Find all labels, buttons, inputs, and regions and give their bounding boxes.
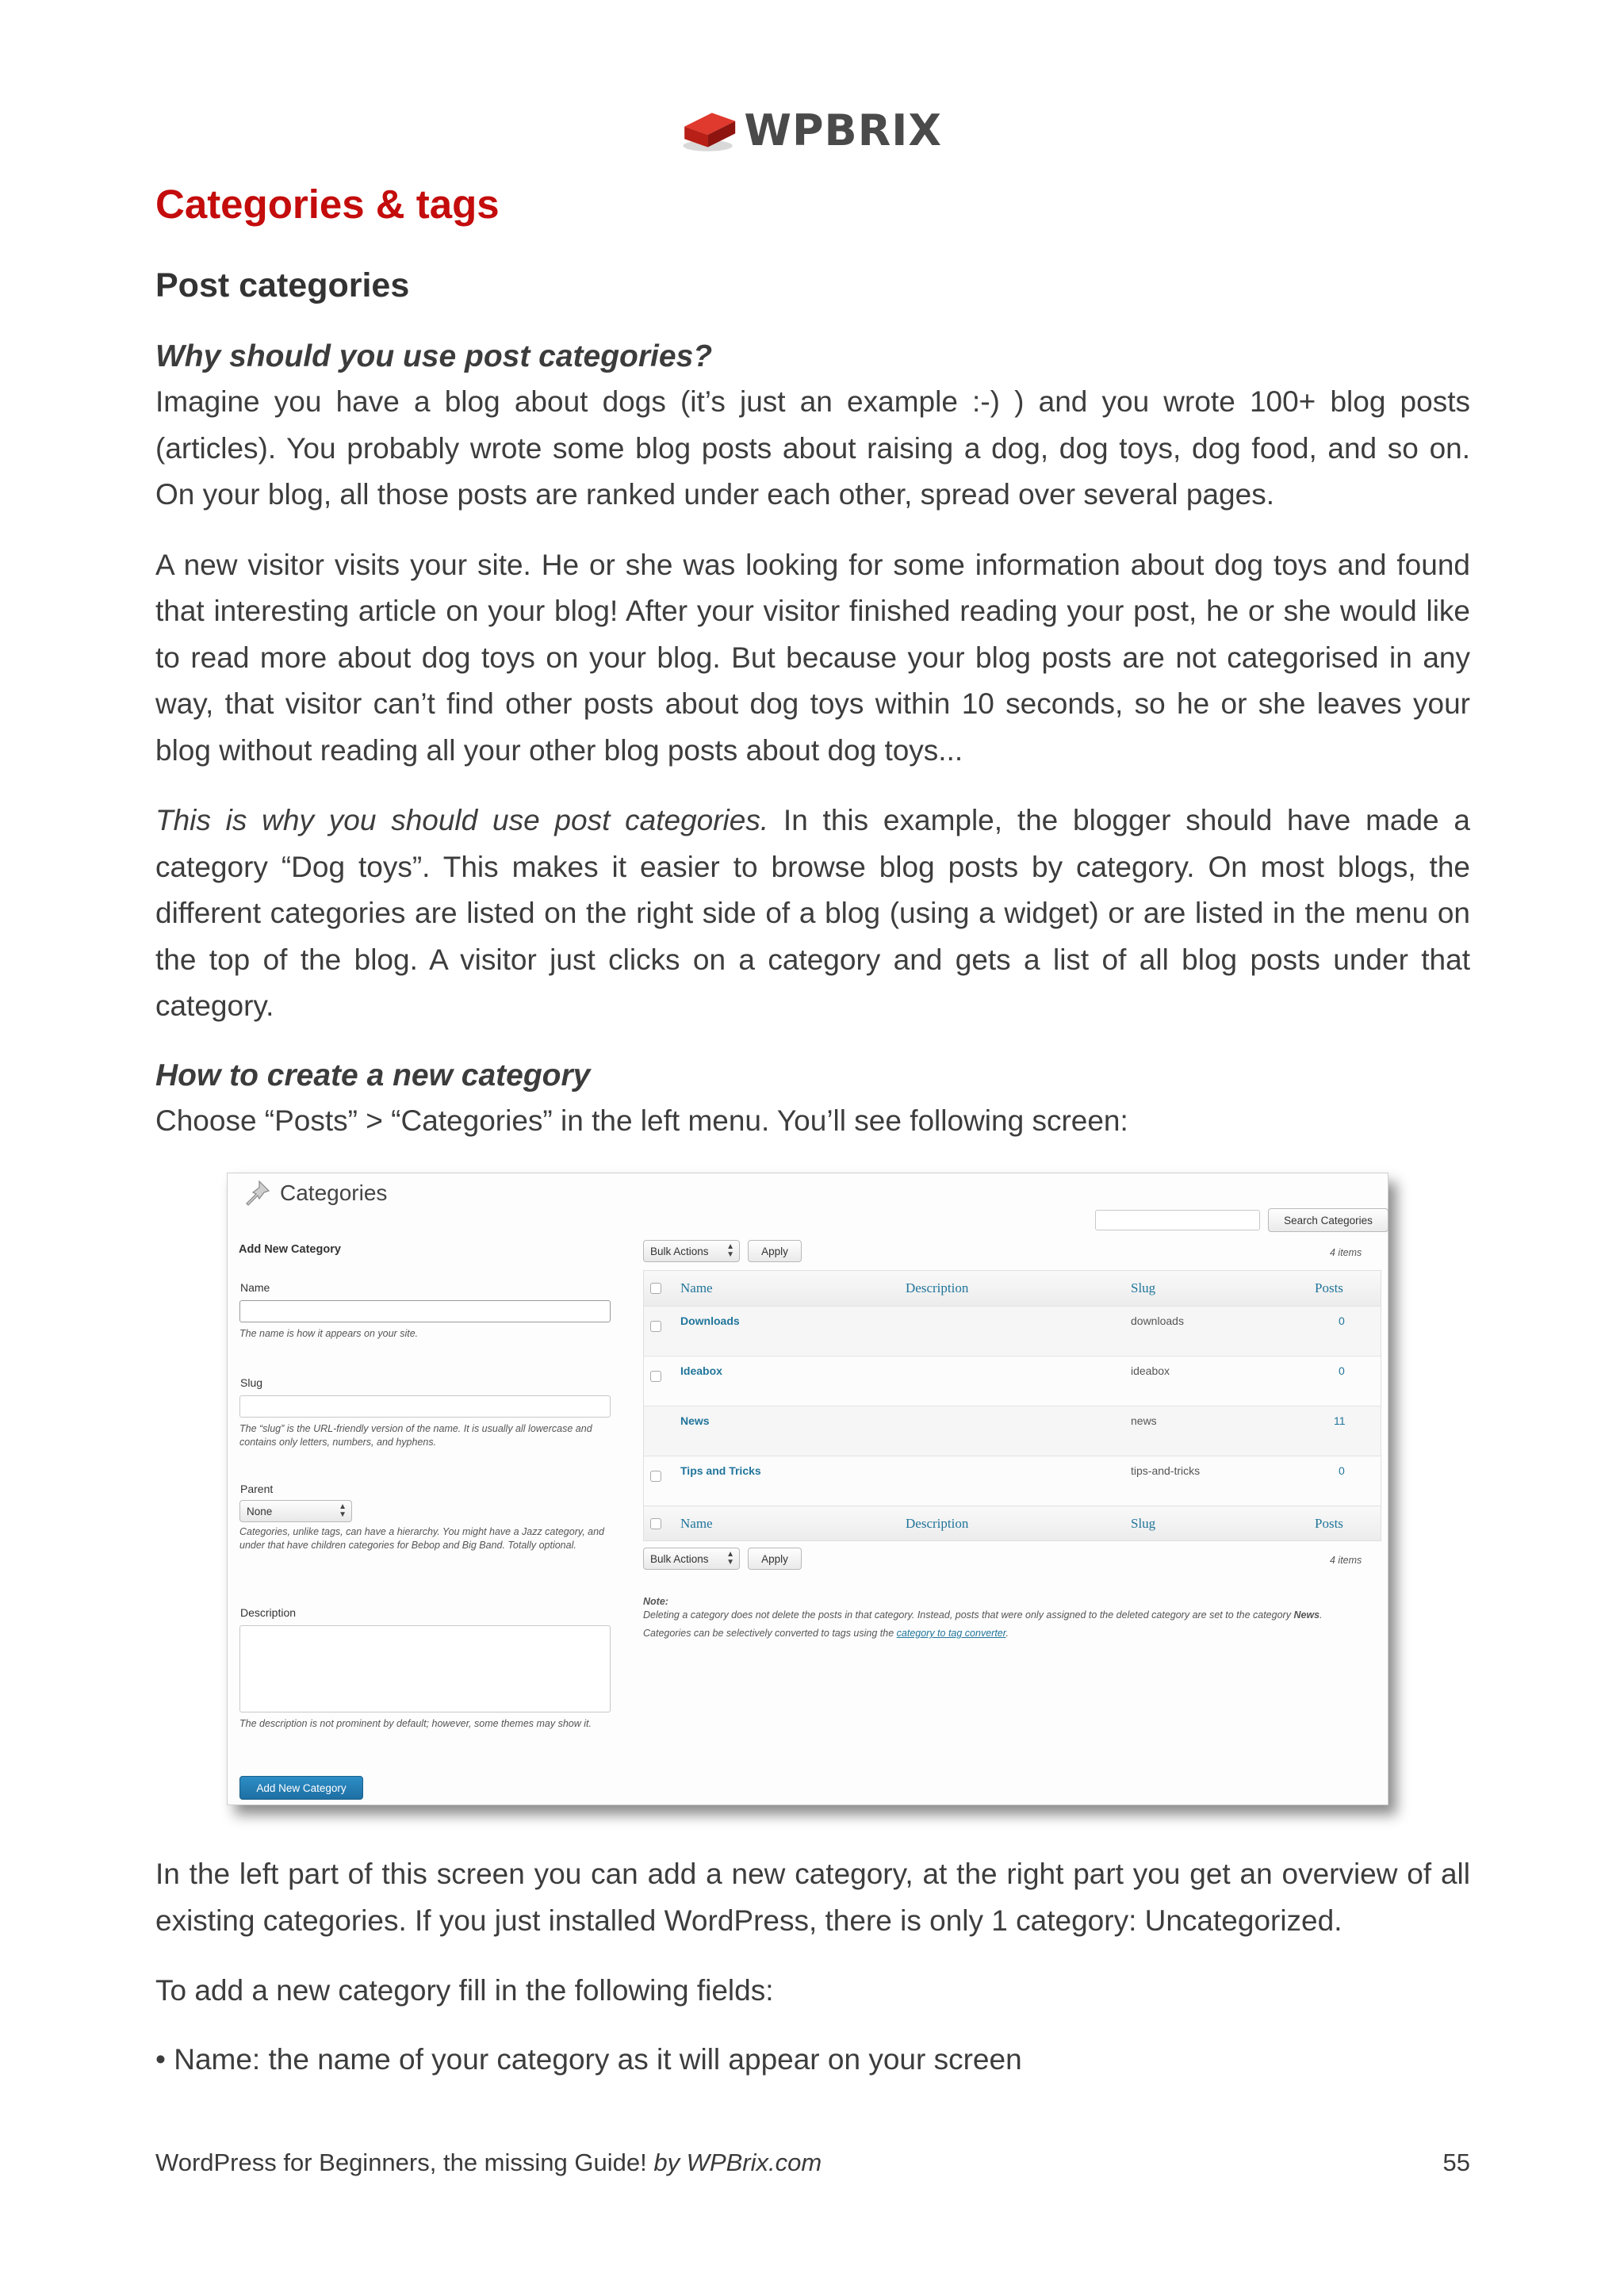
paragraph-intro: Imagine you have a blog about dogs (it’s just an example :-) ) and you wrote 100+ blog posts (articles). You probably wrote some blog posts about raising a dog, dog toys, dog food, and so on. On your blog, all those posts are ranked under each other, spread over several pages. xyxy=(155,385,1470,511)
table-row xyxy=(644,1406,1381,1456)
select-all-checkbox[interactable] xyxy=(650,1283,661,1294)
slug-input[interactable] xyxy=(239,1395,611,1418)
categories-table xyxy=(643,1270,1381,1541)
screen-title-text: Categories xyxy=(280,1181,388,1205)
table-row xyxy=(644,1456,1381,1506)
name-input[interactable] xyxy=(239,1300,611,1322)
converter-text xyxy=(643,1627,1381,1640)
add-new-category-button[interactable]: Add New Category xyxy=(239,1776,363,1800)
wpbrix-logo xyxy=(680,98,942,162)
table-body xyxy=(644,1306,1381,1506)
category-post-count[interactable]: 11 xyxy=(1334,1414,1346,1427)
parent-select[interactable] xyxy=(239,1500,352,1522)
category-to-tag-converter-link[interactable]: category to tag converter xyxy=(896,1628,1006,1639)
add-category-heading: Add New Category xyxy=(239,1243,341,1256)
category-name-link[interactable]: Ideabox xyxy=(680,1364,722,1377)
category-post-count[interactable]: 0 xyxy=(1339,1364,1345,1377)
categories-screenshot xyxy=(227,1173,1388,1805)
paragraph-fields: To add a new category fill in the following fields: xyxy=(155,1974,774,2007)
question-heading-how: How to create a new category xyxy=(155,1058,591,1093)
note-text: Deleting a category does not delete the posts in that category. Instead, posts that were only assigned to the deleted category are set to the category News. xyxy=(643,1609,1323,1621)
bulk-actions-select-bottom[interactable] xyxy=(643,1548,740,1570)
parent-label: Parent xyxy=(240,1483,274,1495)
bulk-actions-select-top[interactable] xyxy=(643,1240,740,1262)
column-description[interactable]: Description xyxy=(906,1280,969,1295)
note-body: Deleting a category does not delete the posts in that category. Instead, posts that were only assigned to the deleted category are set to the category xyxy=(643,1609,1291,1621)
converter-suffix: . xyxy=(1005,1628,1009,1639)
search-categories-button[interactable]: Search Categories xyxy=(1268,1208,1388,1232)
category-name-link[interactable]: News xyxy=(680,1414,710,1427)
note-label: Note: xyxy=(643,1596,668,1607)
question-heading-why: Why should you use post categories? xyxy=(155,339,713,373)
row-checkbox[interactable] xyxy=(650,1321,661,1332)
column-description-footer[interactable]: Description xyxy=(906,1515,969,1531)
screen-title xyxy=(242,1178,387,1208)
column-posts-footer[interactable]: Posts xyxy=(1315,1515,1343,1531)
main-content xyxy=(155,176,1470,2083)
category-name-link[interactable]: Tips and Tricks xyxy=(680,1464,761,1477)
bulk-actions-value-bottom: Bulk Actions xyxy=(650,1552,709,1565)
select-arrows-icon: ▲ ▼ xyxy=(726,1242,734,1259)
paragraph-visitor: A new visitor visits your site. He or she was looking for some information about dog toys and found that interesting article on your blog! After your visitor finished reading your post, he or she would like to read more about dog toys on your blog. But because your blog posts are not categorised in any way, that visitor can’t find other posts about dog toys within 10 seconds, so he or she leaves your blog without reading all your other blog posts about dog toys... xyxy=(155,548,1470,767)
select-arrows-icon: ▲ ▼ xyxy=(726,1550,734,1567)
brick-icon xyxy=(680,102,739,158)
category-slug: news xyxy=(1131,1414,1157,1427)
row-checkbox[interactable] xyxy=(650,1371,661,1382)
column-name-footer[interactable]: Name xyxy=(680,1515,713,1531)
paragraph-choose: Choose “Posts” > “Categories” in the left menu. You’ll see following screen: xyxy=(155,1104,1128,1137)
category-post-count[interactable]: 0 xyxy=(1339,1464,1345,1477)
page-number: 55 xyxy=(1442,2149,1470,2176)
search-categories-input[interactable] xyxy=(1095,1210,1260,1230)
parent-help: Categories, unlike tags, can have a hierarchy. You might have a Jazz category, and under that have children categories for Bebop and Big Band. Totally optional. xyxy=(239,1526,604,1551)
column-slug-footer[interactable]: Slug xyxy=(1131,1515,1156,1531)
converter-prefix: Categories can be selectively converted to tags using the xyxy=(643,1628,894,1639)
paragraph-why-body: In this example, the blogger should have made a category “Dog toys”. This makes it easier to browse blog posts by category. On most blogs, the different categories are listed on the right side of a blog (using a widget) or are listed in the menu on the top of the blog. A visitor just clicks on a category and gets a list of all blog posts under that category. xyxy=(155,804,1470,1022)
name-label: Name xyxy=(240,1281,270,1294)
parent-select-value: None xyxy=(247,1505,273,1517)
category-slug: downloads xyxy=(1131,1314,1184,1327)
slug-help: The “slug” is the URL-friendly version of the name. It is usually all lowercase and contains only letters, numbers, and hyphens. xyxy=(239,1423,592,1448)
items-count-top: 4 items xyxy=(1330,1247,1362,1258)
footer-book: WordPress for Beginners, the missing Guide! xyxy=(155,2149,647,2176)
name-help: The name is how it appears on your site. xyxy=(239,1328,419,1339)
category-note xyxy=(643,1595,1381,1640)
paragraph-overview: In the left part of this screen you can add a new category, at the right part you get an overview of all existing categories. If you just installed WordPress, there is only 1 category: Uncategorized. xyxy=(155,1858,1470,1937)
paragraph-why-emphasis: This is why you should use post categories. xyxy=(155,804,769,836)
items-count-bottom: 4 items xyxy=(1330,1555,1362,1566)
bullet-name: • Name: the name of your category as it will appear on your screen xyxy=(155,2042,1022,2076)
category-slug: tips-and-tricks xyxy=(1131,1464,1201,1477)
apply-button-top[interactable]: Apply xyxy=(748,1240,802,1262)
section-heading: Post categories xyxy=(155,266,410,304)
note-default-category: News xyxy=(1293,1609,1320,1621)
paragraph-why xyxy=(155,798,1470,1030)
table-footer xyxy=(644,1506,1381,1540)
table-row xyxy=(644,1306,1381,1356)
select-all-checkbox-bottom[interactable] xyxy=(650,1518,661,1529)
table-header xyxy=(644,1271,1381,1306)
footer-by: by WPBrix.com xyxy=(653,2149,822,2176)
column-name[interactable]: Name xyxy=(680,1280,713,1295)
footer-book-title xyxy=(155,2149,822,2177)
description-label: Description xyxy=(240,1606,297,1619)
description-help: The description is not prominent by default; however, some themes may show it. xyxy=(239,1718,592,1729)
category-slug: ideabox xyxy=(1131,1364,1170,1377)
pushpin-icon xyxy=(242,1178,272,1208)
logo-text: WPBRIX xyxy=(744,105,942,155)
column-slug[interactable]: Slug xyxy=(1131,1280,1156,1295)
category-post-count[interactable]: 0 xyxy=(1339,1314,1345,1327)
row-checkbox[interactable] xyxy=(650,1471,661,1482)
table-row xyxy=(644,1356,1381,1406)
slug-label: Slug xyxy=(240,1376,263,1389)
page-title: Categories & tags xyxy=(155,182,500,227)
bulk-actions-value-top: Bulk Actions xyxy=(650,1245,709,1257)
column-posts[interactable]: Posts xyxy=(1315,1280,1343,1295)
apply-button-bottom[interactable]: Apply xyxy=(748,1548,802,1570)
select-arrows-icon: ▲ ▼ xyxy=(339,1502,347,1519)
page-footer xyxy=(155,2149,1470,2177)
category-name-link[interactable]: Downloads xyxy=(680,1314,740,1327)
description-textarea[interactable] xyxy=(239,1625,611,1712)
